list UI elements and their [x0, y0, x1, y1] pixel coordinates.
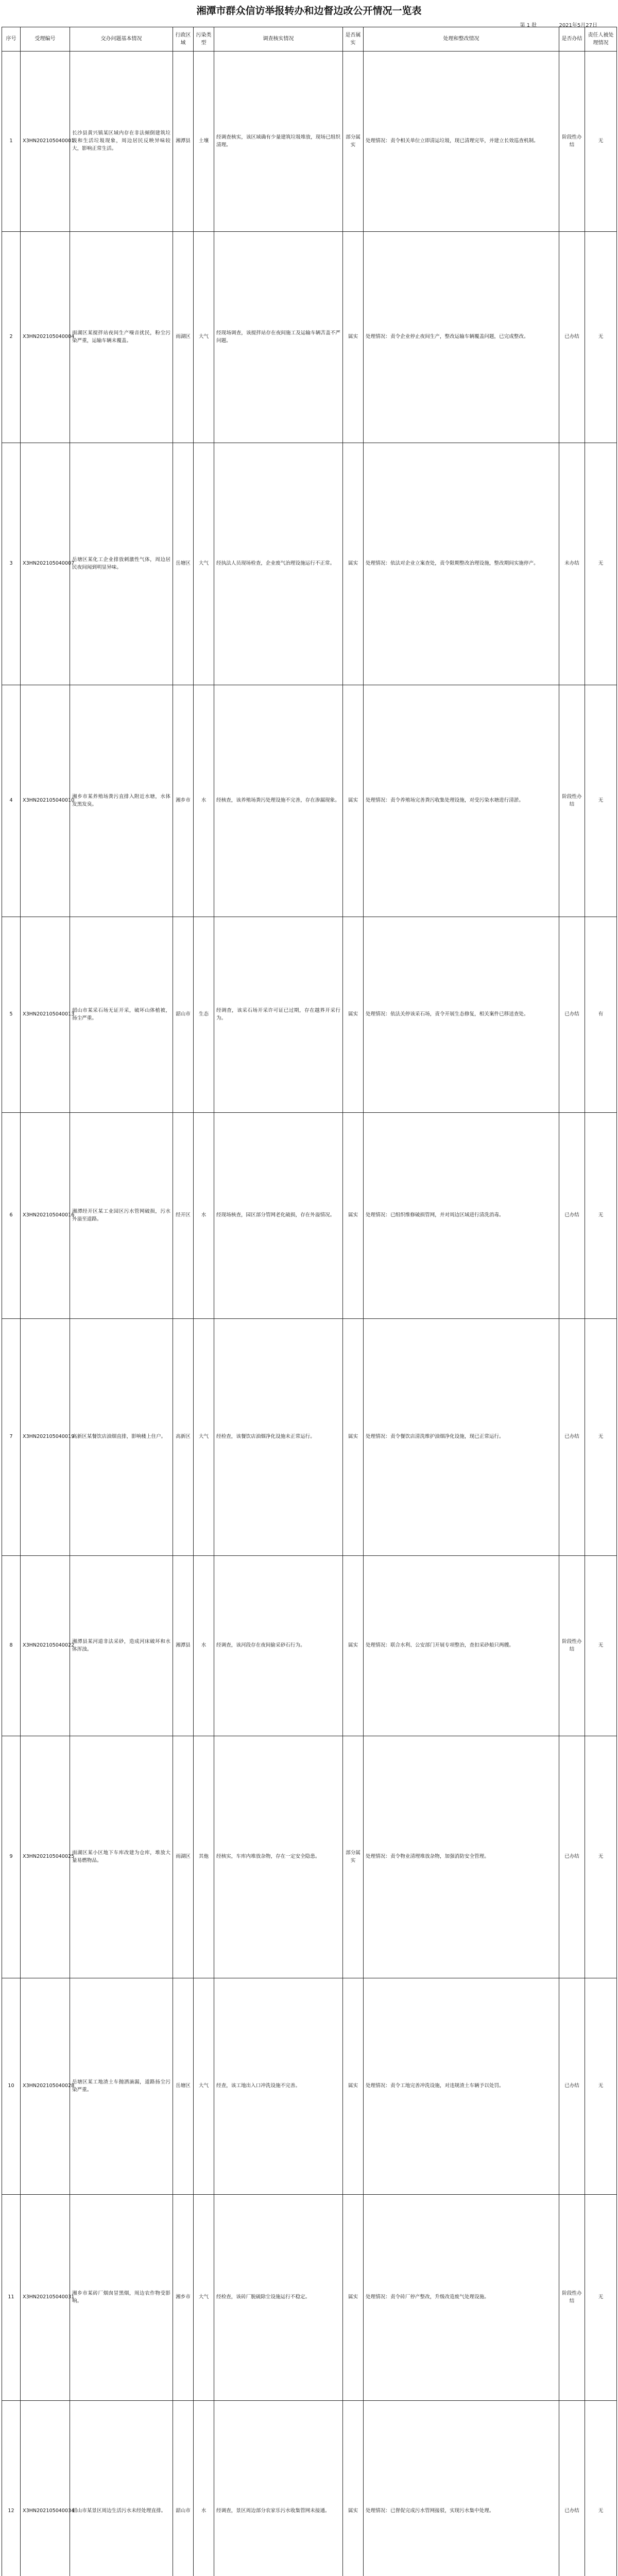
verified-cell: 属实 [343, 1978, 364, 2195]
pollution-type: 水 [194, 2401, 214, 2576]
pollution-type: 大气 [194, 1978, 214, 2195]
region-cell: 经开区 [173, 1113, 194, 1319]
col-header-verified: 是否属实 [343, 27, 364, 52]
problem-text: 湘乡市某养殖场粪污直排入附近水塘，水体发黑发臭。 [70, 685, 173, 917]
problem-text: 湘潭县某河道非法采砂，造成河床破坏和水体浑浊。 [70, 1556, 173, 1736]
page-title: 湘潭市群众信访举报转办和边督边改公开情况一览表 [196, 5, 422, 16]
status-cell: 已办结 [559, 1319, 585, 1556]
row-number: 6 [2, 1113, 21, 1319]
region-cell: 湘乡市 [173, 685, 194, 917]
status-cell: 已办结 [559, 1736, 585, 1978]
table-row [2, 685, 617, 917]
case-id: X3HN202105040034 [21, 2401, 70, 2576]
pollution-type: 水 [194, 685, 214, 917]
status-cell: 阶段性办结 [559, 1556, 585, 1736]
accountability-cell: 无 [585, 443, 617, 685]
row-number: 11 [2, 2195, 21, 2401]
pollution-type: 大气 [194, 1319, 214, 1556]
investigation-text: 经检查，该砖厂脱硫除尘设施运行不稳定。 [214, 2195, 343, 2401]
investigation-text: 经核实，车库内堆放杂物，存在一定安全隐患。 [214, 1736, 343, 1978]
table-row [2, 1319, 617, 1556]
table-row [2, 443, 617, 685]
investigation-text: 经检查，该餐饮店油烟净化设施未正常运行。 [214, 1319, 343, 1556]
table-row [2, 1113, 617, 1319]
handling-text: 处理情况：依法对企业立案查处，责令限期整改治理设施，整改期间实施停产。 [364, 443, 559, 685]
table-row [2, 917, 617, 1113]
region-cell: 湘乡市 [173, 2195, 194, 2401]
col-header-no: 序号 [2, 27, 21, 52]
verified-cell: 属实 [343, 917, 364, 1113]
problem-text: 韶山市某景区周边生活污水未经处理直排。 [70, 2401, 173, 2576]
pollution-type: 大气 [194, 232, 214, 443]
region-cell: 高新区 [173, 1319, 194, 1556]
region-cell: 雨湖区 [173, 1736, 194, 1978]
table-row [2, 2401, 617, 2576]
row-number: 5 [2, 917, 21, 1113]
handling-text: 处理情况：责令相关单位立即清运垃圾，现已清理完毕，并建立长效巡查机制。 [364, 52, 559, 232]
accountability-cell: 无 [585, 1978, 617, 2195]
accountability-cell: 无 [585, 232, 617, 443]
row-number: 1 [2, 52, 21, 232]
table-row [2, 52, 617, 232]
col-header-id: 受理编号 [21, 27, 70, 52]
verified-cell: 属实 [343, 2401, 364, 2576]
handling-text: 处理情况：已组织维修破损管网，并对周边区域进行清洗消毒。 [364, 1113, 559, 1319]
status-cell: 已办结 [559, 1978, 585, 2195]
status-cell: 阶段性办结 [559, 52, 585, 232]
pollution-type: 水 [194, 1556, 214, 1736]
accountability-cell: 无 [585, 1319, 617, 1556]
pollution-type: 水 [194, 1113, 214, 1319]
handling-text: 处理情况：联合水利、公安部门开展专项整治，查扣采砂船只两艘。 [364, 1556, 559, 1736]
handling-text: 处理情况：依法关停该采石场，责令开展生态修复，相关案件已移送查处。 [364, 917, 559, 1113]
status-cell: 已办结 [559, 232, 585, 443]
pollution-type: 大气 [194, 2195, 214, 2401]
verified-cell: 属实 [343, 685, 364, 917]
handling-text: 处理情况：责令物业清理堆放杂物，加强消防安全管理。 [364, 1736, 559, 1978]
status-cell: 阶段性办结 [559, 2195, 585, 2401]
col-header-region: 行政区域 [173, 27, 194, 52]
handling-text: 处理情况：已督促完成污水管网接驳，实现污水集中处理。 [364, 2401, 559, 2576]
verified-cell: 部分属实 [343, 52, 364, 232]
verified-cell: 属实 [343, 2195, 364, 2401]
pollution-type: 大气 [194, 443, 214, 685]
table-row [2, 1556, 617, 1736]
problem-text: 雨湖区某搅拌站夜间生产噪音扰民，粉尘污染严重，运输车辆未覆盖。 [70, 232, 173, 443]
status-cell: 已办结 [559, 2401, 585, 2576]
verified-cell: 属实 [343, 1319, 364, 1556]
problem-text: 雨湖区某小区地下车库改建为仓库，堆放大量易燃物品。 [70, 1736, 173, 1978]
row-number: 2 [2, 232, 21, 443]
col-header-accountable: 责任人被处理情况 [585, 27, 617, 52]
problem-text: 湘潭经开区某工业园区污水管网破损，污水外溢至道路。 [70, 1113, 173, 1319]
pollution-type: 其他 [194, 1736, 214, 1978]
case-id: X3HN202105040013 [21, 917, 70, 1113]
col-header-problem: 交办问题基本情况 [70, 27, 173, 52]
case-id: X3HN202105040007 [21, 443, 70, 685]
region-cell: 韶山市 [173, 917, 194, 1113]
handling-text: 处理情况：责令砖厂停产整改，升级改造废气处理设施。 [364, 2195, 559, 2401]
handling-text: 处理情况：责令养殖场完善粪污收集处理设施，对受污染水塘进行清淤。 [364, 685, 559, 917]
problem-text: 长沙县黄兴镇某区域内存在非法倾倒建筑垃圾和生活垃圾现象，周边居民反映异味较大，影响正常生活。 [70, 52, 173, 232]
date-label: 2021年5月27日 [559, 23, 597, 28]
accountability-cell: 无 [585, 52, 617, 232]
col-header-handling: 处理和整改情况 [364, 27, 559, 52]
investigation-text: 经核查，该养殖场粪污处理设施不完善，存在渗漏现象。 [214, 685, 343, 917]
complaint-table [2, 27, 617, 2576]
col-header-done: 是否办结 [559, 27, 585, 52]
status-cell: 未办结 [559, 443, 585, 685]
table-row [2, 1978, 617, 2195]
accountability-cell: 无 [585, 1113, 617, 1319]
verified-cell: 部分属实 [343, 1736, 364, 1978]
case-id: X3HN202105040028 [21, 1978, 70, 2195]
investigation-text: 经查，该工地出入口冲洗设施不完善。 [214, 1978, 343, 2195]
col-header-type: 污染类型 [194, 27, 214, 52]
region-cell: 岳塘区 [173, 443, 194, 685]
region-cell: 湘潭县 [173, 52, 194, 232]
table-row [2, 232, 617, 443]
handling-text: 处理情况：责令餐饮店清洗维护油烟净化设施，现已正常运行。 [364, 1319, 559, 1556]
problem-text: 高新区某餐饮店油烟直排，影响楼上住户。 [70, 1319, 173, 1556]
region-cell: 湘潭县 [173, 1556, 194, 1736]
row-number: 10 [2, 1978, 21, 2195]
investigation-text: 经执法人员现场检查，企业废气治理设施运行不正常。 [214, 443, 343, 685]
region-cell: 雨湖区 [173, 232, 194, 443]
row-number: 12 [2, 2401, 21, 2576]
case-id: X3HN202105040025 [21, 1736, 70, 1978]
accountability-cell: 无 [585, 1556, 617, 1736]
problem-text: 韶山市某采石场无证开采，破坏山体植被，扬尘严重。 [70, 917, 173, 1113]
accountability-cell: 无 [585, 1736, 617, 1978]
row-number: 3 [2, 443, 21, 685]
verified-cell: 属实 [343, 1556, 364, 1736]
investigation-text: 经调查，该采石场开采许可证已过期，存在越界开采行为。 [214, 917, 343, 1113]
case-id: X3HN202105040019 [21, 1319, 70, 1556]
accountability-cell: 无 [585, 2401, 617, 2576]
status-cell: 已办结 [559, 1113, 585, 1319]
problem-text: 岳塘区某工地渣土车抛洒滴漏，道路扬尘污染严重。 [70, 1978, 173, 2195]
verified-cell: 属实 [343, 1113, 364, 1319]
case-id: X3HN202105040031 [21, 2195, 70, 2401]
investigation-text: 经现场核查，园区部分管网老化破损，存在外溢情况。 [214, 1113, 343, 1319]
row-number: 7 [2, 1319, 21, 1556]
row-number: 4 [2, 685, 21, 917]
case-id: X3HN202105040001 [21, 52, 70, 232]
case-id: X3HN202105040004 [21, 232, 70, 443]
pollution-type: 土壤 [194, 52, 214, 232]
accountability-cell: 无 [585, 685, 617, 917]
status-cell: 已办结 [559, 917, 585, 1113]
row-number: 8 [2, 1556, 21, 1736]
table-row [2, 2195, 617, 2401]
region-cell: 岳塘区 [173, 1978, 194, 2195]
investigation-text: 经调查，景区周边部分农家乐污水收集管网未接通。 [214, 2401, 343, 2576]
handling-text: 处理情况：责令工地完善冲洗设施，对违规渣土车辆予以处罚。 [364, 1978, 559, 2195]
status-cell: 阶段性办结 [559, 685, 585, 917]
table-row [2, 1736, 617, 1978]
batch-label: 第 1 批 [520, 23, 537, 28]
problem-text: 岳塘区某化工企业排放刺激性气体，周边居民夜间闻到明显异味。 [70, 443, 173, 685]
verified-cell: 属实 [343, 232, 364, 443]
case-id: X3HN202105040022 [21, 1556, 70, 1736]
investigation-text: 经调查核实，该区域确有少量建筑垃圾堆放，现场已组织清理。 [214, 52, 343, 232]
row-number: 9 [2, 1736, 21, 1978]
verified-cell: 属实 [343, 443, 364, 685]
col-header-investigation: 调查核实情况 [214, 27, 343, 52]
table-header-row [2, 27, 617, 52]
handling-text: 处理情况：责令企业停止夜间生产，整改运输车辆覆盖问题，已完成整改。 [364, 232, 559, 443]
investigation-text: 经现场调查，该搅拌站存在夜间施工及运输车辆苫盖不严问题。 [214, 232, 343, 443]
accountability-cell: 有 [585, 917, 617, 1113]
case-id: X3HN202105040010 [21, 685, 70, 917]
problem-text: 湘乡市某砖厂烟囱冒黑烟，周边农作物受影响。 [70, 2195, 173, 2401]
case-id: X3HN202105040016 [21, 1113, 70, 1319]
investigation-text: 经调查，该河段存在夜间偷采砂石行为。 [214, 1556, 343, 1736]
region-cell: 韶山市 [173, 2401, 194, 2576]
accountability-cell: 无 [585, 2195, 617, 2401]
pollution-type: 生态 [194, 917, 214, 1113]
